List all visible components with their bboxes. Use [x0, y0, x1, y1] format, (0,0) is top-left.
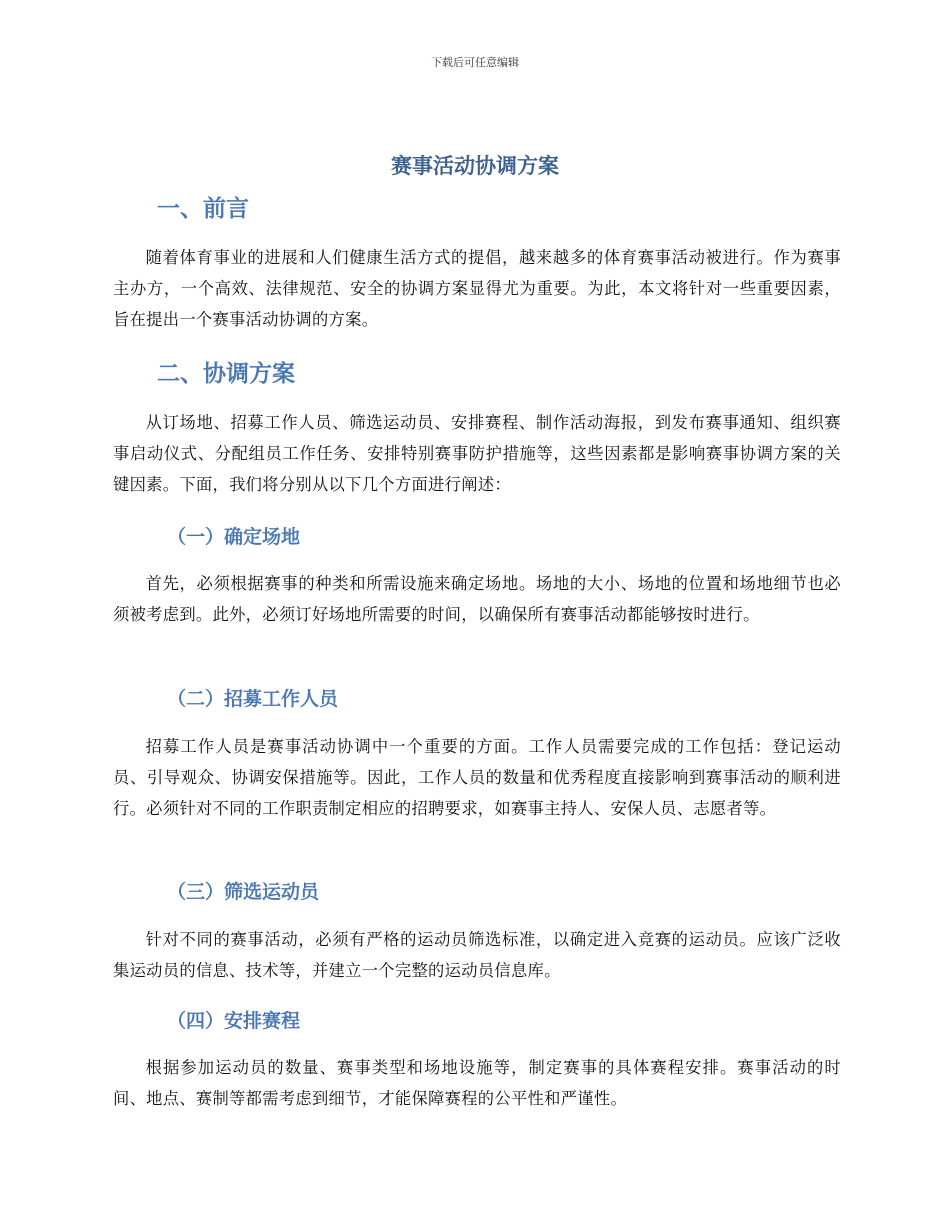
subsection-heading-schedule: （四）安排赛程	[167, 1010, 301, 1032]
athletes-paragraph: 针对不同的赛事活动，必须有严格的运动员筛选标准，以确定进入竞赛的运动员。应该广泛收集运动员的信息、技术等，并建立一个完整的运动员信息库。	[113, 930, 841, 980]
section-heading-preface: 一、前言	[157, 196, 249, 222]
preface-paragraph: 随着体育事业的进展和人们健康生活方式的提倡，越来越多的体育赛事活动被进行。作为赛事主办方，一个高效、法律规范、安全的协调方案显得尤为重要。为此，本文将针对一些重要因素，旨在提出一个赛事活动协调的方案。	[113, 248, 841, 329]
subsection-heading-venue: （一）确定场地	[167, 526, 301, 548]
subsection-heading-staff: （二）招募工作人员	[167, 688, 339, 710]
schedule-paragraph: 根据参加运动员的数量、赛事类型和场地设施等，制定赛事的具体赛程安排。赛事活动的时间、地点、赛制等都需考虑到细节，才能保障赛程的公平性和严谨性。	[113, 1058, 841, 1108]
venue-paragraph: 首先，必须根据赛事的种类和所需设施来确定场地。场地的大小、场地的位置和场地细节也必须被考虑到。此外，必须订好场地所需要的时间，以确保所有赛事活动都能够按时进行。	[113, 574, 841, 624]
page-header: 下载后可任意编辑	[431, 56, 519, 69]
plan-intro-paragraph: 从订场地、招募工作人员、筛选运动员、安排赛程、制作活动海报，到发布赛事通知、组织赛事启动仪式、分配组员工作任务、安排特别赛事防护措施等，这些因素都是影响赛事协调方案的关键因素。下面，我们将分别从以下几个方面进行阐述：	[113, 413, 841, 494]
staff-paragraph: 招募工作人员是赛事活动协调中一个重要的方面。工作人员需要完成的工作包括：登记运动员、引导观众、协调安保措施等。因此，工作人员的数量和优秀程度直接影响到赛事活动的顺利进行。必须针对不同的工作职责制定相应的招聘要求，如赛事主持人、安保人员、志愿者等。	[113, 737, 841, 818]
document-title: 赛事活动协调方案	[391, 154, 559, 178]
section-heading-plan: 二、协调方案	[157, 361, 295, 387]
subsection-heading-athletes: （三）筛选运动员	[167, 881, 320, 903]
